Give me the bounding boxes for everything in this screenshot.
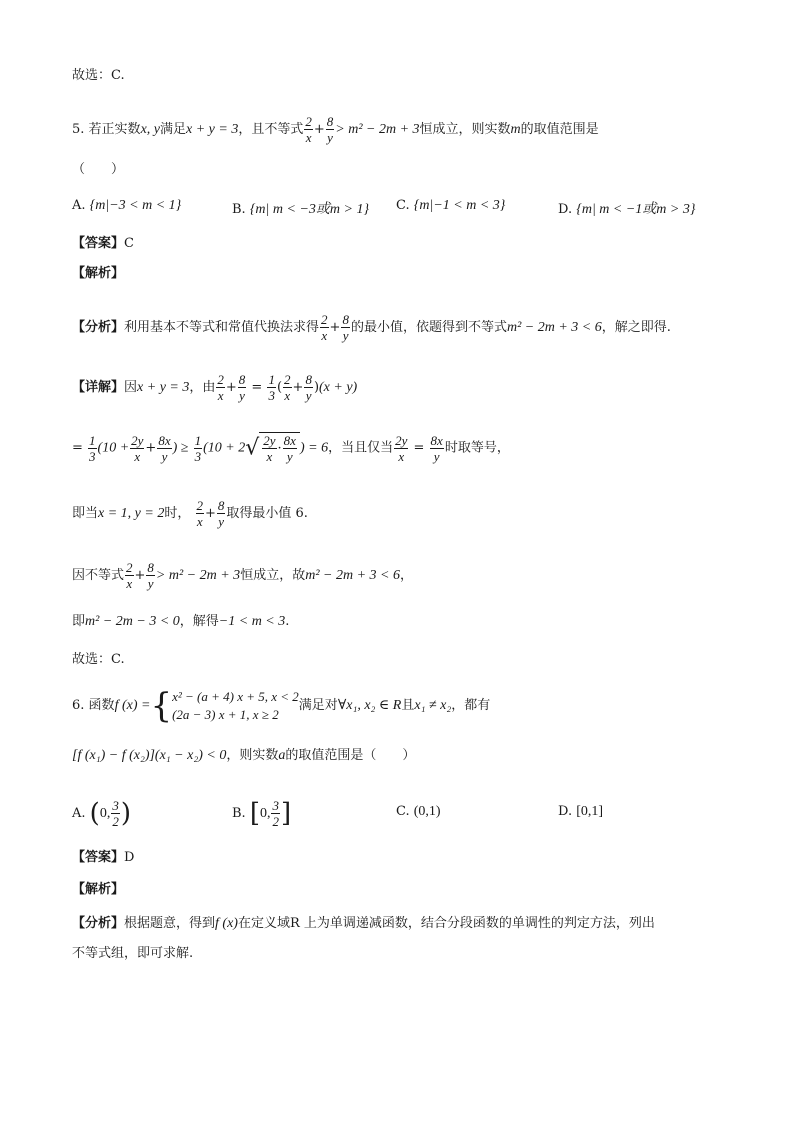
- q5-answer: 【答案】C: [72, 236, 134, 251]
- q5-analysis: 【分析】利用基本不等式和常值代换法求得 $\frac{2}{x}$ + $\frac{8}{y}$ 的最小值，依题得到不等式m² − 2m + 3 < 6，解之即得.: [72, 312, 671, 343]
- question-5-paren: （ ）: [72, 162, 125, 177]
- q5-jiexi: 【解析】: [72, 266, 125, 281]
- question-6-stem: 6. 函数f (x) = { x² − (a + 4) x + 5, x < 2 (2a − 3) x + 1, x ≥ 2 满足对∀x₁, x₂ ∈ R且x₁ ≠ x₂，都有: [72, 685, 491, 726]
- question-6-stem-2: [f (x₁) − f (x₂)](x₁ − x₂) < 0，则实数a的取值范围是（ ）: [72, 748, 416, 763]
- q5-detail-3: 即当x = 1, y = 2时， $\frac{2}{x}$ + $\frac{8}{y}$ 取得最小值 6.: [72, 498, 308, 529]
- q5-option-c: C. {m|−1 < m < 3}: [396, 198, 506, 213]
- fraction-8-over-y: $\frac{8}{y}$: [326, 114, 334, 145]
- q6-option-d: D. [0,1]: [558, 804, 604, 819]
- square-root: √ $\frac{2y}{x}$ · $\frac{8x}{y}$: [245, 432, 300, 464]
- q6-option-a: A. (0, $\frac{3}{2}$ ): [72, 798, 131, 829]
- fraction-2-over-x: $\frac{2}{x}$: [321, 312, 328, 343]
- q6-option-b: B. [0, $\frac{3}{2}$ ]: [232, 798, 292, 829]
- q5-option-a: A. {m|−3 < m < 1}: [72, 198, 182, 213]
- q5-detail-5: 即m² − 2m − 3 < 0，解得−1 < m < 3.: [72, 614, 290, 629]
- q6-analysis-2: 不等式组，即可求解.: [72, 946, 194, 961]
- question-5-stem: 5. 若正实数x, y满足x + y = 3，且不等式 $\frac{2}{x}$ + $\frac{8}{y}$ > m² − 2m + 3恒成立，则实数m的取值范围是: [72, 114, 599, 145]
- q6-option-c: C. (0,1): [396, 804, 441, 819]
- fraction-8-over-y: $\frac{8}{y}$: [342, 312, 349, 343]
- piecewise-function: { x² − (a + 4) x + 5, x < 2 (2a − 3) x + 1, x ≥ 2: [150, 685, 299, 726]
- q5-detail-2: = $\frac{1}{3}$ (10 + $\frac{2y}{x}$ + $\frac{8x}{y}$ ) ≥ $\frac{1}{3}$ (10 + 2√ $\frac{2y}{x}$ · $\frac{8x}{y}$ ) = 6，当且仅当 $\frac{2y}{x}$ = $\frac{8x}{y}$ 时取等号，: [72, 432, 510, 464]
- prev-conclusion: 故选：C.: [72, 68, 125, 83]
- q5-detail-1: 【详解】因x + y = 3，由 $\frac{2}{x}$ + $\frac{8}{y}$ = $\frac{1}{3}$ ( $\frac{2}{x}$ + $\frac{8}{y}$ )(x + y): [72, 372, 358, 403]
- q6-jiexi: 【解析】: [72, 882, 125, 897]
- fraction-2-over-x: $\frac{2}{x}$: [305, 114, 312, 145]
- q5-option-b: B. {m| m < −3或m > 1}: [232, 202, 370, 217]
- q5-conclusion: 故选：C.: [72, 652, 125, 667]
- q5-option-d: D. {m| m < −1或m > 3}: [558, 202, 696, 217]
- q6-answer: 【答案】D: [72, 850, 135, 865]
- q5-detail-4: 因不等式 $\frac{2}{x}$ + $\frac{8}{y}$ > m² − 2m + 3恒成立，故m² − 2m + 3 < 6，: [72, 560, 413, 591]
- q6-analysis: 【分析】根据题意，得到f (x)在定义域R 上为单调递减函数，结合分段函数的单调性的判定方法，列出: [72, 916, 655, 931]
